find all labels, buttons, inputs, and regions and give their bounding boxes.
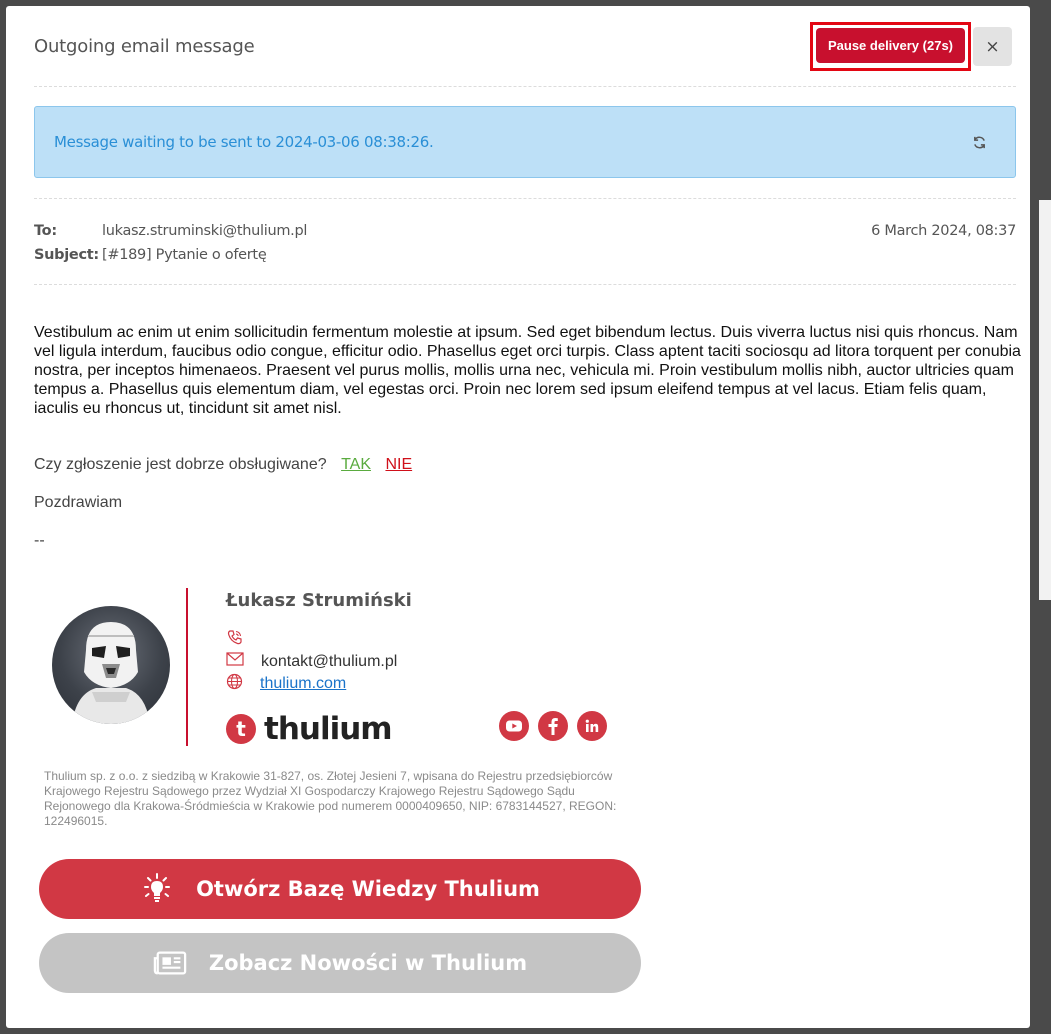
close-button[interactable] [973,27,1012,66]
signature-divider [186,588,188,746]
divider [34,284,1016,285]
globe-icon [226,673,243,690]
news-label: Zobacz Nowości w Thulium [208,951,528,975]
question-text: Czy zgłoszenie jest dobrze obsługiwane? [34,456,327,473]
status-alert [34,106,1016,178]
greeting: Pozdrawiam [34,494,123,511]
signature-separator: -- [34,532,45,549]
thulium-logo [226,711,392,747]
legal-notice: Thulium sp. z o.o. z siedzibą w Krakowie 31-827, os. Złotej Jesieni 7, wpisana do Rejestru przedsiębiorców Krajowego Rejestru Sądowego przez Wydział XI Gospodarczy Krajowego Rejestru Sądowego Sądu Rejonowego dla Krakowa-Śródmieścia w Krakowie pod numerem 0000409650, NIP: 6783144527, REGON: 122496015. [44,769,617,828]
close-icon: × [985,36,1000,57]
knowledge-base-button[interactable] [39,859,641,919]
signature-email[interactable]: kontakt@thulium.pl [261,653,398,670]
newspaper-icon [153,946,187,980]
signature-name: Łukasz Strumiński [226,590,412,611]
pause-delivery-button[interactable]: Pause delivery (27s) [816,28,965,63]
phone-icon [226,629,243,646]
avatar [52,606,170,724]
message-body: Vestibulum ac enim ut enim sollicitudin fermentum molestie at ipsum. Sed eget bibendum lectus. Duis viverra luctus nisi quis rhoncus. Nam vel ligula interdum, faucibus odio congue, efficitur odio. Phasellus eget orci turpis. Class aptent taciti sociosqu ad litora torquent per conubia nostra, per inceptos himenaeos. Praesent vel purus mollis, mollis urna nec, vehicula mi. Proin vestibulum mollis nibh, auctor ultricies quam tempus a. Phasellus quis elementum diam, vel egestas orci. Proin nec lorem sed ipsum eleifend tempus at vel lacus. Etiam felis quam, iaculis eu rhoncus ut, tincidunt sit amet nisl. [34,324,1021,417]
yes-link[interactable]: TAK [341,456,371,473]
alert-text: Message waiting to be sent to 2024-03-06 08:38:26. [54,133,434,151]
subject-value: [#189] Pytanie o ofertę [102,247,267,263]
youtube-icon[interactable] [499,711,529,741]
refresh-icon[interactable] [971,134,987,150]
divider [34,86,1016,87]
news-button[interactable] [39,933,641,993]
subject-label: Subject: [34,247,99,263]
no-link[interactable]: NIE [385,456,413,473]
linkedin-icon[interactable] [577,711,607,741]
brand-badge: t [226,714,256,744]
sent-date: 6 March 2024, 08:37 [871,223,1016,239]
signature-website-link[interactable]: thulium.com [260,675,347,692]
facebook-icon[interactable] [538,711,568,741]
lightbulb-icon [140,872,174,906]
email-meta [34,219,1016,267]
backdrop [1039,200,1051,600]
envelope-icon [226,652,243,669]
to-label: To: [34,223,57,239]
brand-word: thulium [264,711,392,747]
knowledge-base-label: Otwórz Bazę Wiedzy Thulium [196,877,540,901]
email-modal [6,6,1030,1028]
to-value: lukasz.struminski@thulium.pl [102,223,308,239]
divider [34,198,1016,199]
modal-title: Outgoing email message [34,36,255,57]
feedback-question [34,456,412,474]
stormtrooper-avatar-icon [52,606,170,724]
